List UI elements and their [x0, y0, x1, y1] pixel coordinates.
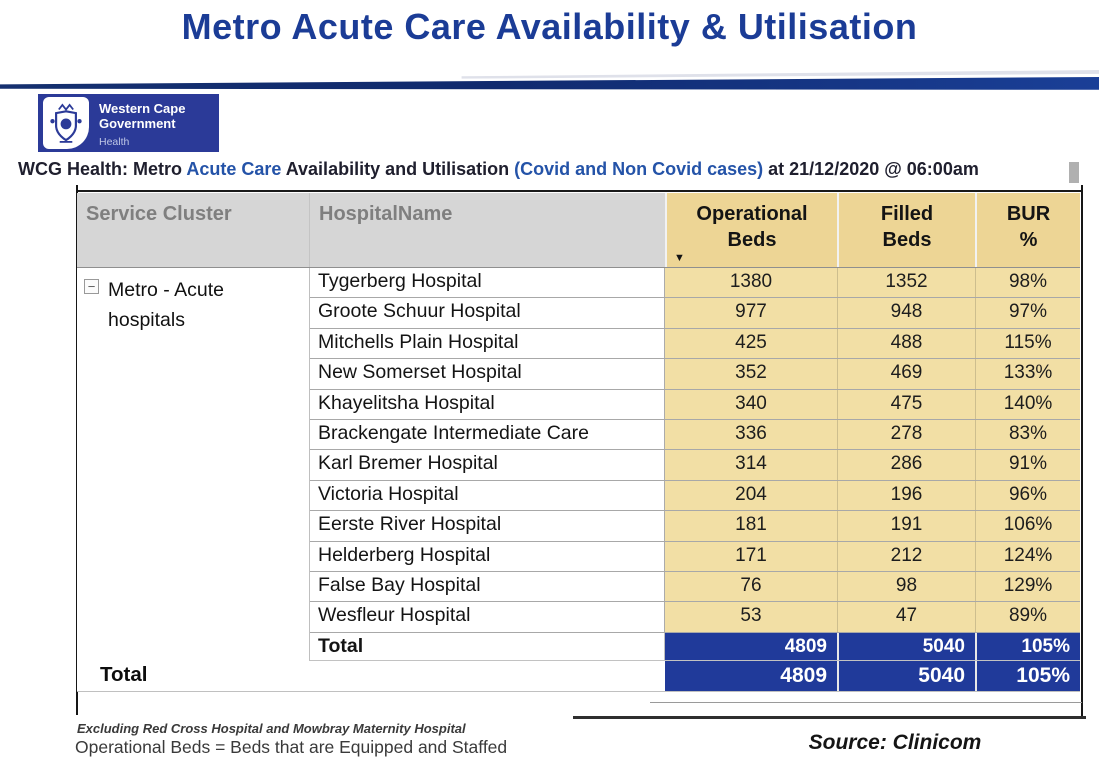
hospital-name-cell: Mitchells Plain Hospital: [310, 329, 665, 358]
sort-descending-icon[interactable]: ▼: [674, 252, 685, 264]
operational-beds-cell: 171: [665, 542, 837, 571]
hospital-name-cell: Karl Bremer Hospital: [310, 450, 665, 479]
operational-beds-cell: 53: [665, 602, 837, 631]
bur-cell: 89%: [975, 602, 1080, 631]
table-body: [77, 268, 1080, 661]
report-header-part1: WCG Health: Metro: [18, 159, 187, 179]
operational-beds-cell: 425: [665, 329, 837, 358]
logo-org-line1: Western Cape: [99, 101, 186, 116]
grand-total-row: [77, 661, 1080, 692]
logo-text: [90, 94, 219, 152]
hospital-name-cell: Wesfleur Hospital: [310, 602, 665, 631]
filled-beds-cell: 948: [837, 298, 975, 327]
subtotal-filled-beds: 5040: [837, 633, 975, 660]
subtotal-bur: 105%: [975, 633, 1080, 660]
table-row[interactable]: [310, 420, 1080, 450]
column-header-service-cluster[interactable]: [77, 193, 310, 267]
report-header-part3: Availability and Utilisation: [281, 159, 515, 179]
filled-beds-cell: 47: [837, 602, 975, 631]
coat-of-arms-icon: [38, 94, 90, 152]
column-header-label: HospitalName: [319, 203, 453, 225]
source-divider: [573, 716, 1086, 719]
column-header-hospital-name[interactable]: [310, 193, 665, 267]
hospital-name-cell: Eerste River Hospital: [310, 511, 665, 540]
filled-beds-cell: 475: [837, 390, 975, 419]
filled-beds-cell: 488: [837, 329, 975, 358]
operational-beds-cell: 1380: [665, 268, 837, 297]
subtotal-row: [310, 633, 1080, 661]
footnote-definition: Operational Beds = Beds that are Equipped and Staffed: [75, 737, 508, 757]
hospital-name-cell: Groote Schuur Hospital: [310, 298, 665, 327]
column-header-label: Service Cluster: [86, 203, 232, 225]
column-header-filled-beds[interactable]: Filled Beds: [837, 193, 975, 267]
availability-table: [77, 193, 1080, 692]
operational-beds-cell: 336: [665, 420, 837, 449]
bur-cell: 83%: [975, 420, 1080, 449]
table-rows: [310, 268, 1080, 661]
subtotal-operational-beds: 4809: [665, 633, 837, 660]
wcg-logo: [38, 94, 219, 152]
report-header-part2: Acute Care: [186, 159, 282, 179]
hospital-name-cell: New Somerset Hospital: [310, 359, 665, 388]
grand-total-filled-beds: 5040: [837, 661, 975, 691]
table-row[interactable]: [310, 481, 1080, 511]
table-row[interactable]: [310, 359, 1080, 389]
bur-cell: 124%: [975, 542, 1080, 571]
hospital-name-cell: Helderberg Hospital: [310, 542, 665, 571]
logo-org-line2: Government: [99, 116, 176, 131]
column-header-operational-beds[interactable]: Operational Beds ▼: [665, 193, 837, 267]
coat-of-arms-graphic: [48, 101, 84, 145]
filled-beds-cell: 191: [837, 511, 975, 540]
column-header-label: Operational: [696, 203, 808, 225]
bur-cell: 96%: [975, 481, 1080, 510]
operational-beds-cell: 181: [665, 511, 837, 540]
table-row[interactable]: [310, 268, 1080, 298]
table-bottom-edge: [650, 702, 1082, 703]
table-frame-right: [1081, 185, 1083, 718]
scrollbar-thumb[interactable]: [1069, 162, 1079, 183]
table-header-row: [77, 193, 1080, 268]
operational-beds-cell: 977: [665, 298, 837, 327]
bur-cell: 140%: [975, 390, 1080, 419]
report-header: [18, 159, 979, 180]
table-row[interactable]: [310, 390, 1080, 420]
table-row[interactable]: [310, 572, 1080, 602]
service-cluster-cell: [77, 268, 310, 661]
subtotal-label: Total: [310, 633, 665, 660]
table-row[interactable]: [310, 329, 1080, 359]
operational-beds-cell: 314: [665, 450, 837, 479]
table-row[interactable]: [310, 542, 1080, 572]
table-row[interactable]: [310, 602, 1080, 632]
filled-beds-cell: 212: [837, 542, 975, 571]
bur-cell: 98%: [975, 268, 1080, 297]
footnote-exclusion: Excluding Red Cross Hospital and Mowbray Maternity Hospital: [77, 721, 466, 736]
table-frame-top: [76, 190, 1083, 192]
logo-department: Health: [99, 136, 130, 148]
title-divider: [0, 76, 1099, 92]
filled-beds-cell: 469: [837, 359, 975, 388]
table-row[interactable]: [310, 511, 1080, 541]
table-row[interactable]: [310, 450, 1080, 480]
bur-cell: 97%: [975, 298, 1080, 327]
operational-beds-cell: 352: [665, 359, 837, 388]
filled-beds-cell: 278: [837, 420, 975, 449]
report-header-part5: at 21/12/2020 @ 06:00am: [763, 159, 979, 179]
operational-beds-cell: 204: [665, 481, 837, 510]
bur-cell: 91%: [975, 450, 1080, 479]
hospital-name-cell: Tygerberg Hospital: [310, 268, 665, 297]
bur-cell: 133%: [975, 359, 1080, 388]
table-row[interactable]: [310, 298, 1080, 328]
grand-total-bur: 105%: [975, 661, 1080, 691]
filled-beds-cell: 98: [837, 572, 975, 601]
filled-beds-cell: 286: [837, 450, 975, 479]
coat-of-arms-background: [43, 97, 89, 149]
hospital-name-cell: Victoria Hospital: [310, 481, 665, 510]
column-header-label: Filled: [880, 203, 934, 225]
grand-total-label: Total: [77, 661, 665, 691]
filled-beds-cell: 196: [837, 481, 975, 510]
bur-cell: 115%: [975, 329, 1080, 358]
bur-cell: 129%: [975, 572, 1080, 601]
column-header-label: BUR: [1006, 203, 1051, 225]
service-cluster-label: Metro - Acute hospitals: [108, 279, 224, 332]
source-label: Source: Clinicom: [808, 731, 982, 754]
filled-beds-cell: 1352: [837, 268, 975, 297]
grand-total-operational-beds: 4809: [665, 661, 837, 691]
report-header-part4: (Covid and Non Covid cases): [514, 159, 764, 179]
collapse-icon[interactable]: −: [84, 279, 99, 294]
bur-cell: 106%: [975, 511, 1080, 540]
operational-beds-cell: 76: [665, 572, 837, 601]
operational-beds-cell: 340: [665, 390, 837, 419]
hospital-name-cell: Brackengate Intermediate Care: [310, 420, 665, 449]
column-header-bur[interactable]: BUR %: [975, 193, 1080, 267]
hospital-name-cell: Khayelitsha Hospital: [310, 390, 665, 419]
page-title: Metro Acute Care Availability & Utilisation: [181, 6, 918, 47]
hospital-name-cell: False Bay Hospital: [310, 572, 665, 601]
